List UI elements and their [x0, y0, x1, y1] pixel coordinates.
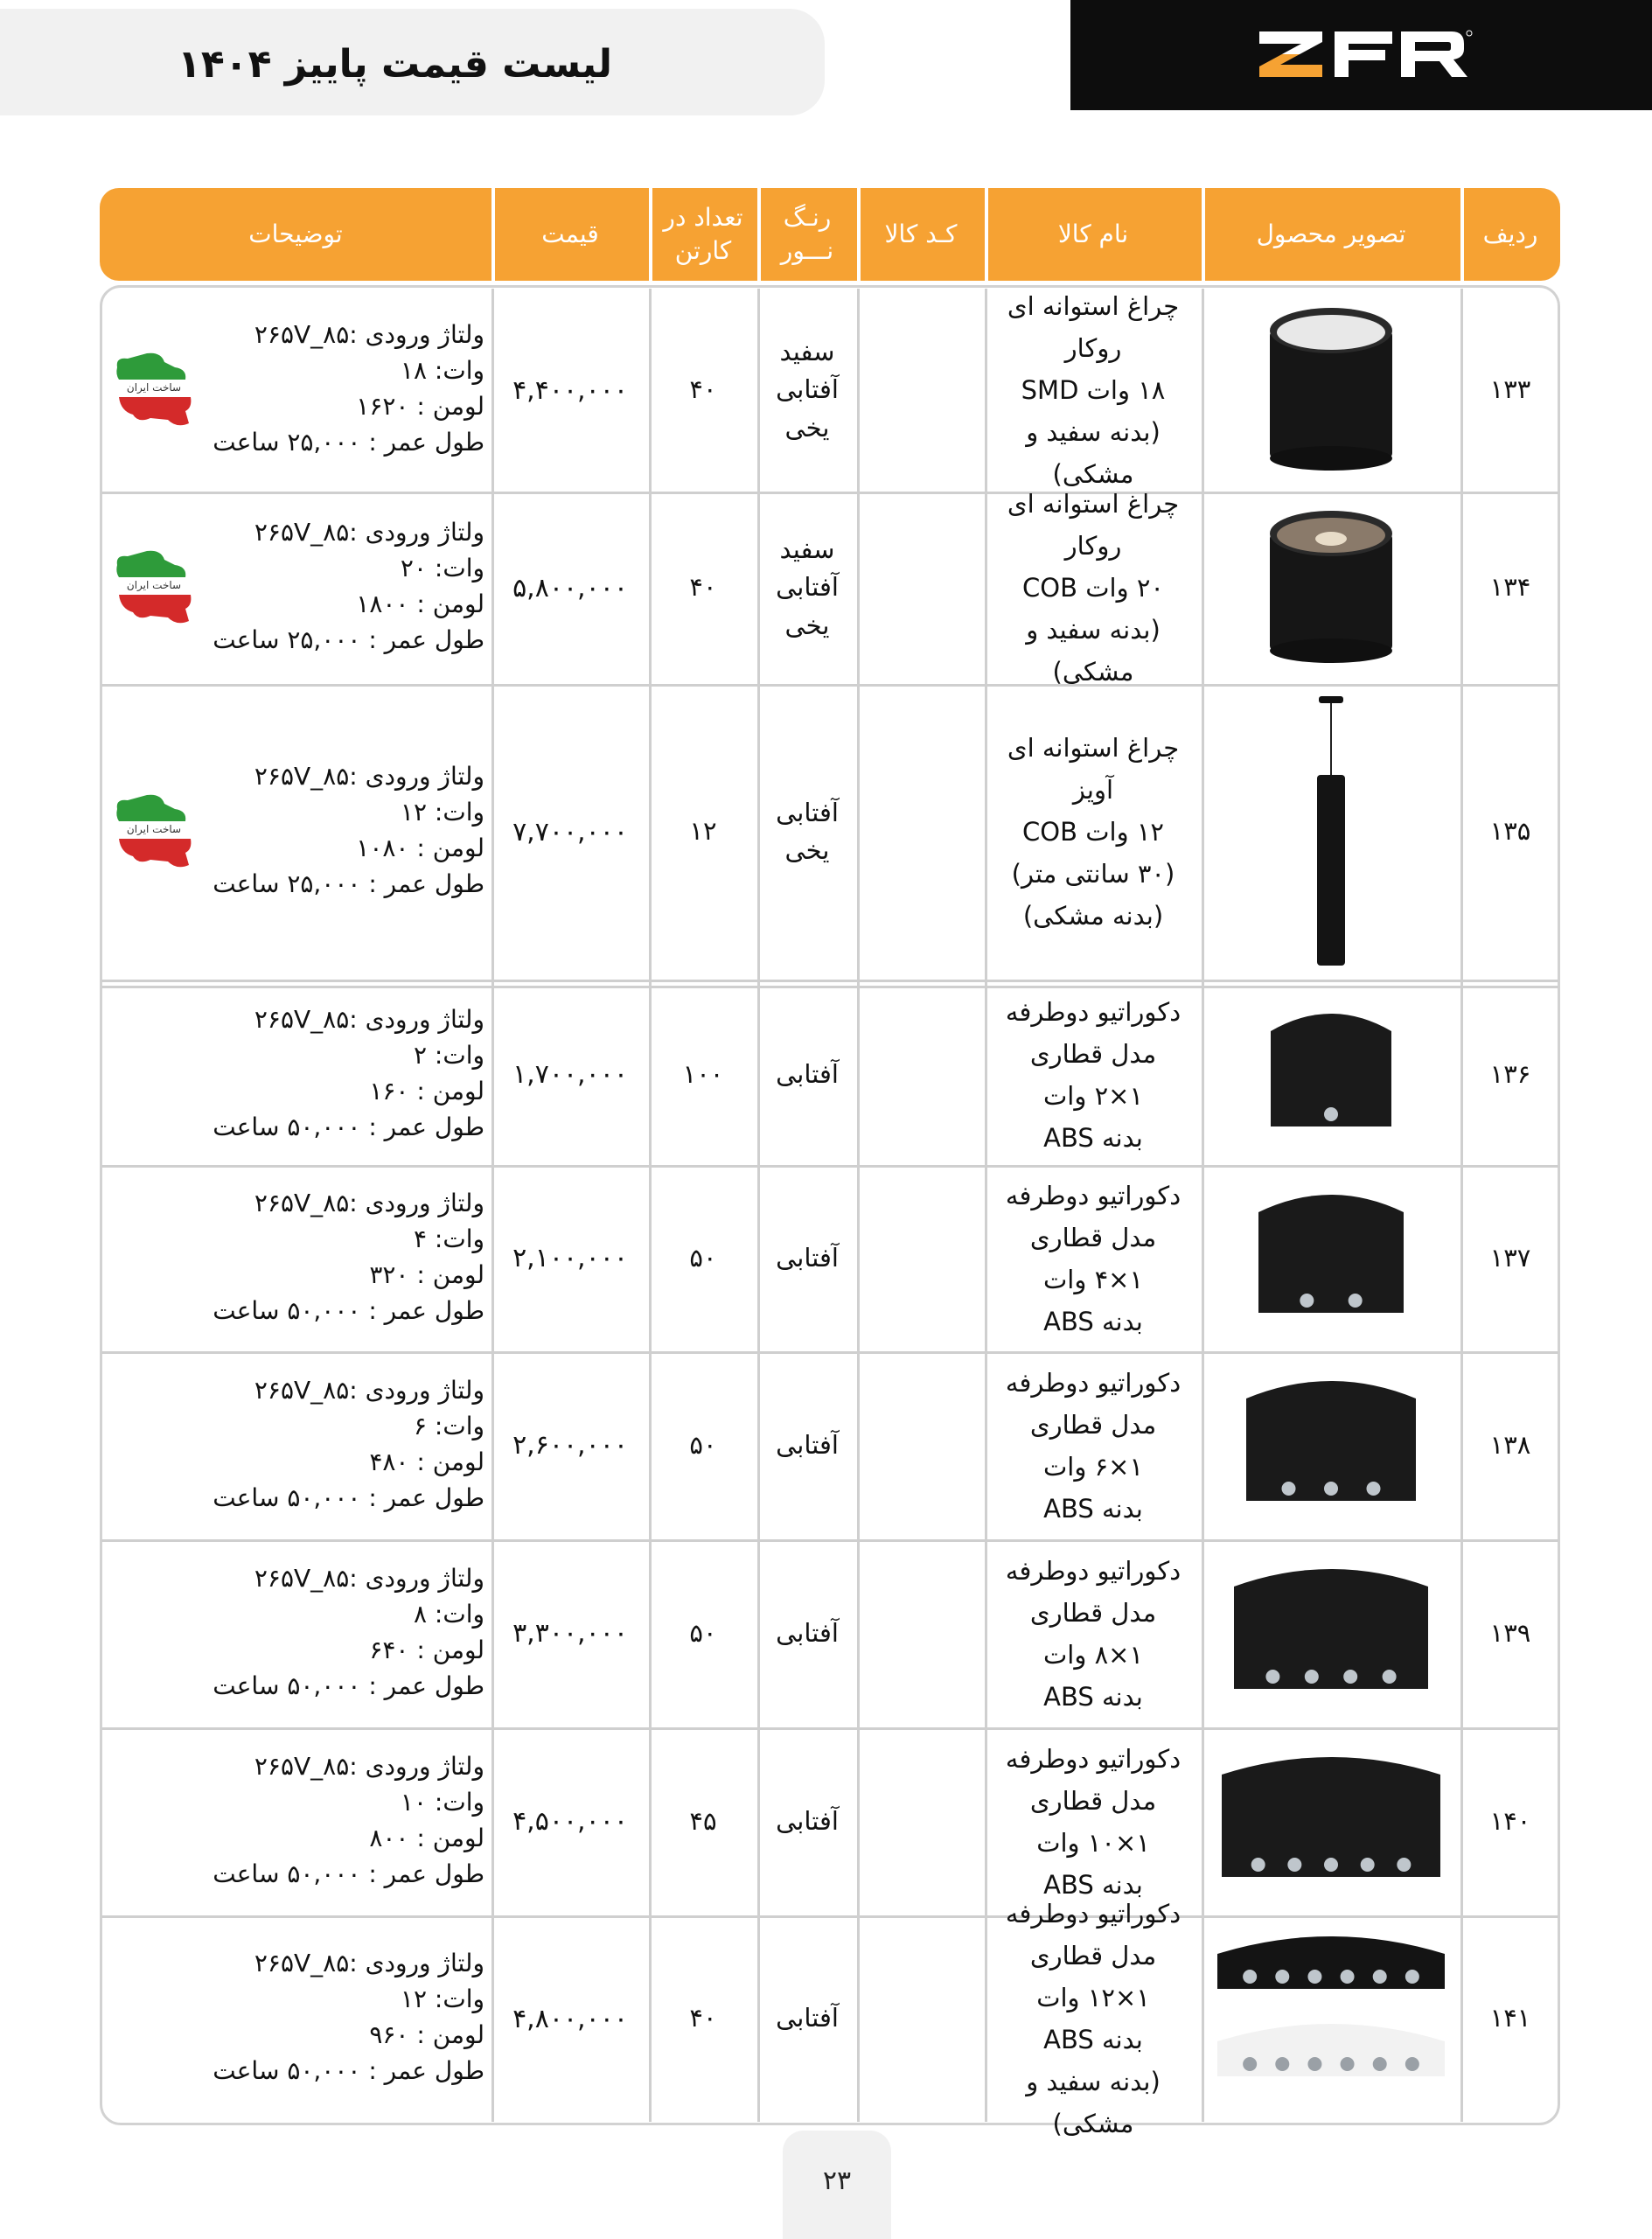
brand-logo [1070, 0, 1652, 110]
light-color-line: آفتابی [776, 797, 839, 827]
made-in-iran-badge [112, 548, 196, 628]
description-line: لومن : ۹۶۰ [369, 2020, 484, 2049]
table-row [100, 1899, 1560, 2138]
description [205, 1372, 484, 1516]
carton-qty: ۴۰ [689, 374, 717, 405]
table-row [100, 1727, 1560, 1915]
light-color-line: آفتابی [776, 1058, 839, 1089]
product-name-line: (بدنه سفید و مشکی) [1026, 2067, 1161, 2138]
description-line: وات: ۸ [413, 1600, 484, 1629]
description [205, 514, 484, 658]
light-color-line: آفتابی [776, 374, 839, 405]
product-name [985, 1351, 1202, 1539]
col-price: قیمت [541, 220, 599, 249]
description-line: ولتاژ ورودی :۸۵_۲۶۵V [254, 518, 484, 547]
wall-light-10-icon [1204, 1731, 1458, 1912]
product-name-line: ۱×۱۰ وات [1036, 1827, 1150, 1858]
description-line: لومن : ۱۸۰۰ [356, 589, 484, 618]
description-line: وات: ۱۲ [400, 1984, 484, 2013]
made-in-iran-label: ساخت ایران [126, 823, 182, 835]
description-line: طول عمر : ۵۰,۰۰۰ ساعت [213, 1483, 484, 1512]
description-line: طول عمر : ۵۰,۰۰۰ ساعت [213, 1113, 484, 1141]
description [205, 1560, 484, 1704]
product-name-line: مدل قطاری [1029, 1409, 1157, 1440]
description-line: وات: ۴ [413, 1224, 484, 1253]
title-banner [0, 9, 825, 115]
product-name-line: بدنه ABS [1043, 1306, 1143, 1336]
made-in-iran-label: ساخت ایران [126, 579, 182, 591]
carton-qty: ۴۰ [689, 2003, 717, 2033]
light-color-line: آفتابی [776, 1429, 839, 1460]
cylinder-surface-light-icon [1204, 292, 1458, 488]
description-line: ولتاژ ورودی :۸۵_۲۶۵V [254, 762, 484, 791]
description [205, 1945, 484, 2089]
light-color [757, 684, 857, 980]
product-name-line: ۱۲ وات COB [1022, 817, 1164, 847]
price: ۱,۷۰۰,۰۰۰ [512, 1059, 628, 1090]
row-number: ۱۳۹ [1489, 1617, 1531, 1648]
description-line: طول عمر : ۲۵,۰۰۰ ساعت [213, 869, 484, 898]
zfr-logo-icon [1254, 26, 1473, 82]
product-name-line: مدل قطاری [1029, 1222, 1157, 1252]
col-name: نام کالا [1057, 220, 1129, 249]
description [205, 758, 484, 902]
product-code [857, 1165, 985, 1351]
product-name-line: بدنه ABS [1043, 1869, 1143, 1900]
description-line: لومن : ۴۸۰ [369, 1447, 484, 1476]
light-color-line: آفتابی [776, 1242, 839, 1273]
description-line: لومن : ۱۰۸۰ [356, 834, 484, 862]
product-name-line: ۱×۶ وات [1042, 1451, 1144, 1482]
product-name-line: مدل قطاری [1029, 1038, 1157, 1069]
description-line: لومن : ۸۰۰ [369, 1824, 484, 1852]
table-row [100, 289, 1560, 492]
product-name [985, 1165, 1202, 1351]
carton-qty: ۱۲ [689, 816, 717, 847]
product-name [985, 489, 1202, 687]
product-name-line: بدنه ABS [1043, 1122, 1143, 1153]
carton-qty: ۴۰ [689, 572, 717, 603]
carton-qty: ۴۵ [689, 1805, 717, 1836]
row-number: ۱۳۵ [1489, 816, 1531, 847]
pendant-cylinder-light-icon [1204, 687, 1458, 976]
product-name-line: ۱۸ وات SMD [1021, 375, 1166, 405]
price: ۴,۵۰۰,۰۰۰ [512, 1806, 628, 1837]
carton-qty: ۵۰ [689, 1617, 717, 1648]
product-code [857, 1727, 985, 1915]
description-line: وات: ۲ [413, 1041, 484, 1070]
product-code [857, 684, 985, 980]
table-row [100, 1165, 1560, 1351]
col-code: کـد کالا [884, 220, 958, 249]
carton-qty: ۵۰ [689, 1242, 717, 1273]
made-in-iran-badge [112, 792, 196, 872]
product-name-line: دکوراتیو دوطرفه [1005, 1367, 1181, 1398]
product-code [857, 1915, 985, 2122]
light-color [757, 1539, 857, 1727]
price: ۷,۷۰۰,۰۰۰ [512, 816, 628, 847]
light-color [757, 1727, 857, 1915]
description [205, 1001, 484, 1145]
light-color [757, 1165, 857, 1351]
description-line: ولتاژ ورودی :۸۵_۲۶۵V [254, 1564, 484, 1593]
description-line: طول عمر : ۵۰,۰۰۰ ساعت [213, 1671, 484, 1700]
table-row [100, 1539, 1560, 1727]
wall-light-4-icon [1204, 1168, 1458, 1348]
row-number: ۱۳۷ [1489, 1242, 1531, 1273]
light-color-line: آفتابی [776, 1617, 839, 1648]
product-name-line: ۱×۸ وات [1042, 1639, 1144, 1670]
description-line: طول عمر : ۲۵,۰۰۰ ساعت [213, 625, 484, 654]
product-name [985, 289, 1202, 492]
description-line: لومن : ۱۶۲۰ [356, 392, 484, 421]
product-name-line: ۱×۱۲ وات [1036, 1983, 1150, 2012]
product-name-line: بدنه ABS [1043, 1681, 1143, 1712]
product-code [857, 1351, 985, 1539]
description-line: طول عمر : ۲۵,۰۰۰ ساعت [213, 428, 484, 457]
light-color-line: سفید [779, 336, 835, 366]
col-desc: توضیحات [248, 220, 343, 249]
cylinder-cob-light-icon [1204, 495, 1458, 680]
col-color: رنـگ نـــور [780, 203, 834, 265]
description [205, 1185, 484, 1329]
description [205, 1748, 484, 1892]
wall-light-8-icon [1204, 1543, 1458, 1724]
product-name-line: دکوراتیو دوطرفه [1005, 1899, 1181, 1929]
wall-light-2-icon [1204, 987, 1458, 1161]
row-number: ۱۳۸ [1489, 1429, 1531, 1460]
product-name-line: دکوراتیو دوطرفه [1005, 1555, 1181, 1586]
carton-qty: ۱۰۰ [682, 1058, 724, 1089]
table-header [100, 188, 1560, 281]
row-number: ۱۴۱ [1489, 2003, 1531, 2033]
row-number: ۱۳۶ [1489, 1058, 1531, 1089]
table-row [100, 489, 1560, 687]
description-line: وات: ۱۲ [400, 798, 484, 827]
description-line: وات: ۱۰ [400, 1788, 484, 1817]
description-line: ولتاژ ورودی :۸۵_۲۶۵V [254, 1752, 484, 1781]
light-color-line: یخی [784, 412, 830, 443]
product-code [857, 1539, 985, 1727]
product-name-line: چراغ استوانه ای روکار [1007, 291, 1180, 363]
light-color [757, 1915, 857, 2122]
made-in-iran-label: ساخت ایران [126, 381, 182, 394]
light-color [757, 289, 857, 492]
row-number: ۱۳۴ [1489, 572, 1531, 603]
description-line: لومن : ۳۲۰ [369, 1260, 484, 1289]
light-color-line: آفتابی [776, 2003, 839, 2033]
product-name-line: چراغ استوانه ای آویز [1007, 733, 1180, 805]
description-line: ولتاژ ورودی :۸۵_۲۶۵V [254, 1949, 484, 1977]
product-name-line: (بدنه مشکی) [1022, 901, 1164, 931]
price: ۴,۸۰۰,۰۰۰ [512, 2003, 628, 2034]
product-name-line: ۱×۴ وات [1042, 1264, 1144, 1294]
col-image: تصویر محصول [1256, 220, 1406, 249]
col-carton: تعداد در کارتن [663, 203, 743, 265]
description-line: وات: ۲۰ [400, 554, 484, 582]
description-line: ولتاژ ورودی :۸۵_۲۶۵V [254, 1189, 484, 1217]
product-code [857, 289, 985, 492]
product-name-line: دکوراتیو دوطرفه [1005, 1743, 1181, 1774]
page-number: ۲۳ [822, 2166, 852, 2196]
made-in-iran-badge [112, 350, 196, 430]
product-name-line: ۲۰ وات COB [1022, 573, 1164, 603]
description-line: طول عمر : ۵۰,۰۰۰ ساعت [213, 1296, 484, 1325]
product-name-line: ۱×۲ وات [1042, 1080, 1144, 1111]
light-color-line: یخی [784, 835, 830, 865]
product-name [985, 684, 1202, 980]
row-number: ۱۴۰ [1489, 1805, 1531, 1836]
description-line: طول عمر : ۵۰,۰۰۰ ساعت [213, 2056, 484, 2085]
product-name-line: (بدنه سفید و مشکی) [1026, 615, 1161, 687]
description-line: طول عمر : ۵۰,۰۰۰ ساعت [213, 1859, 484, 1888]
product-name-line: چراغ استوانه ای روکار [1007, 489, 1180, 561]
product-code [857, 984, 985, 1165]
light-color [757, 984, 857, 1165]
price: ۵,۸۰۰,۰۰۰ [512, 572, 628, 603]
description-line: ولتاژ ورودی :۸۵_۲۶۵V [254, 1005, 484, 1034]
product-name [985, 984, 1202, 1165]
description [205, 317, 484, 460]
wall-light-6-icon [1204, 1355, 1458, 1536]
description-line: لومن : ۶۴۰ [369, 1636, 484, 1664]
table-row [100, 1351, 1560, 1539]
description-line: وات: ۱۸ [400, 356, 484, 385]
description-line: لومن : ۱۶۰ [369, 1077, 484, 1106]
light-color [757, 492, 857, 684]
description-line: ولتاژ ورودی :۸۵_۲۶۵V [254, 1376, 484, 1405]
light-color-line: آفتابی [776, 1805, 839, 1836]
product-name-line: دکوراتیو دوطرفه [1005, 996, 1181, 1027]
price: ۲,۶۰۰,۰۰۰ [512, 1430, 628, 1461]
light-color [757, 1351, 857, 1539]
product-code [857, 492, 985, 684]
product-name [985, 1539, 1202, 1727]
row-number: ۱۳۳ [1489, 374, 1531, 405]
price: ۲,۱۰۰,۰۰۰ [512, 1243, 628, 1273]
page-number-tab [783, 2131, 891, 2239]
product-name-line: (۳۰ سانتی متر) [1011, 859, 1175, 889]
product-name-line: مدل قطاری [1029, 1785, 1157, 1816]
product-name [985, 1899, 1202, 2138]
table-row [100, 684, 1560, 980]
product-name-line: مدل قطاری [1029, 1941, 1157, 1970]
light-color-line: آفتابی [776, 572, 839, 603]
price: ۴,۴۰۰,۰۰۰ [512, 374, 628, 406]
col-row: ردیف [1482, 220, 1538, 249]
carton-qty: ۵۰ [689, 1429, 717, 1460]
light-color-line: سفید [779, 534, 835, 564]
product-name-line: دکوراتیو دوطرفه [1005, 1180, 1181, 1210]
description-line: وات: ۶ [413, 1412, 484, 1440]
description-line: ولتاژ ورودی :۸۵_۲۶۵V [254, 320, 484, 349]
product-name-line: بدنه ABS [1043, 2025, 1143, 2054]
product-name-line: (بدنه سفید و مشکی) [1026, 417, 1161, 489]
product-name [985, 1727, 1202, 1915]
light-color-line: یخی [784, 610, 830, 640]
product-name-line: بدنه ABS [1043, 1493, 1143, 1524]
table-row [100, 984, 1560, 1165]
price: ۳,۳۰۰,۰۰۰ [512, 1618, 628, 1649]
page-title: لیست قیمت پاییز ۱۴۰۴ [178, 42, 612, 87]
product-name-line: مدل قطاری [1029, 1597, 1157, 1628]
wall-light-12-icon [1204, 1919, 1458, 2118]
